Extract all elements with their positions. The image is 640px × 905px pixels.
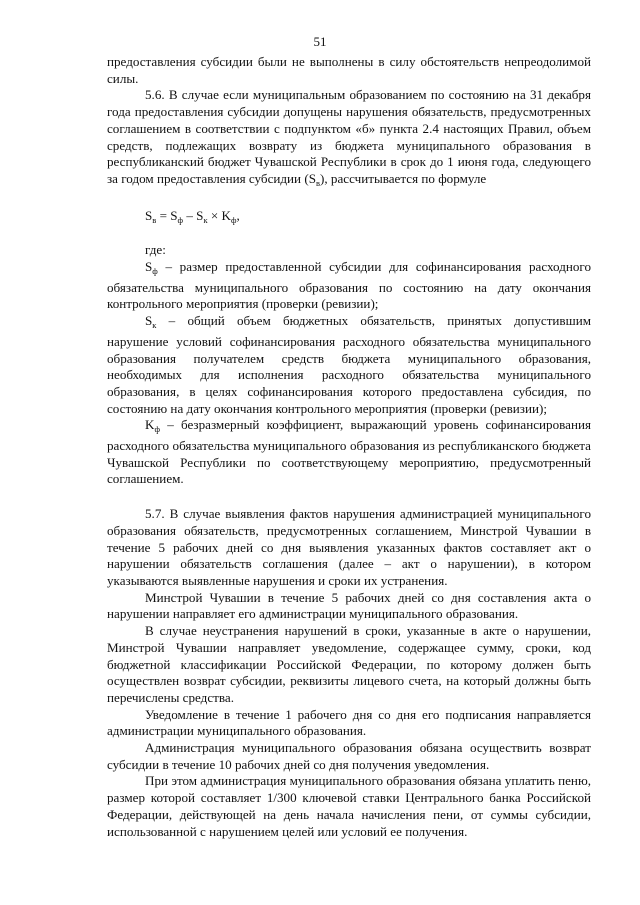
definition-symbol: S [145, 259, 153, 275]
formula-part: × K [207, 207, 231, 223]
paragraph-intro: предоставления субсидии были не выполнены в силу обстоятельств непреодолимой силы. [107, 54, 591, 86]
paragraph-act: Минстрой Чувашии в течение 5 рабочих дней со дня составления акта о нарушении направляет его администрации муниципального образования. [107, 589, 591, 622]
formula-sub: в [152, 214, 157, 225]
formula-part: S [145, 207, 153, 223]
formula-sub: к [203, 214, 208, 225]
formula [145, 208, 591, 229]
definition-text: – безразмерный коэффициент, выражающий уровень софинансирования расходного обязательства муниципального образования из республиканского бюджета Чувашской Республики по соответствующему мероприятию, предусмотренный соглашением. [107, 417, 591, 487]
formula-part: – S [183, 207, 204, 223]
paragraph-5-6-text: 5.6. В случае если муниципальным образованием по состоянию на 31 декабря года предоставления субсидии допущены нарушения обязательств, предусмотренных соглашением в соответствии с подпунктом «б» пункта 2.4 настоящих Правил, объем средств, подлежащих возврату из бюджета муниципального образования в республиканский бюджет Чувашской Республики в срок до 1 июня года, следующего за годом предоставления субсидии (S [107, 87, 591, 186]
formula-sub: ф [230, 214, 237, 225]
page-number: 51 [313, 34, 327, 49]
formula-part: = S [156, 207, 178, 223]
document-body [107, 54, 591, 840]
definition-subscript: ф [154, 424, 160, 435]
definition-subscript: к [152, 320, 157, 331]
paragraph-send: Уведомление в течение 1 рабочего дня со дня его подписания направляется администрации муниципального образования. [107, 706, 591, 739]
definition-symbol: S [145, 313, 153, 329]
definition-symbol: K [145, 417, 155, 433]
formula-sub: ф [177, 214, 184, 225]
spacer [107, 488, 591, 506]
definition-text: – размер предоставленной субсидии для софинансирования расходного обязательства муниципального образования по состоянию на дату окончания контрольного мероприятия (проверки (ревизии); [107, 259, 591, 312]
paragraph-5-6-tail: ), рассчитывается по формуле [320, 170, 487, 186]
paragraph-penalty: При этом администрация муниципального образования обязана уплатить пеню, размер которой составляет 1/300 ключевой ставки Центрального банка Российской Федерации, действующей на день начала начисления пени, от суммы субсидии, использованной с нарушением целей или условий ее получения. [107, 773, 591, 839]
paragraph-5-6 [107, 87, 591, 191]
subscript: в [315, 177, 320, 188]
definition-kf [107, 417, 591, 488]
paragraph-notice: В случае неустранения нарушений в сроки, указанные в акте о нарушении, Минстрой Чувашии направляет уведомление, содержащее сумму, сроки, код бюджетной классификации Российской Федерации, по которому должен быть осуществлен возврат субсидии, реквизиты лицевого счета, на который должны быть перечислены средства. [107, 623, 591, 705]
definition-subscript: ф [152, 266, 158, 277]
paragraph-5-7: 5.7. В случае выявления фактов нарушения администрацией муниципального образования обязательств, предусмотренных соглашением, Минстрой Чувашии в течение 5 рабочих дней со дня выявления указанных фактов составляет акт о нарушении обязательств соглашения (далее – акт о нарушении), в котором указываются выявленные нарушения и сроки их устранения. [107, 506, 591, 588]
definition-sk [107, 313, 591, 417]
formula-part: , [236, 207, 240, 223]
definition-text: – общий объем бюджетных обязательств, принятых допустившим нарушение условий софинансирования расходного обязательства муниципального образования получателем средств бюджета муниципального образования, необходимых для исполнения расходного обязательства муниципального образования, в целях софинансирования которого предоставлена субсидия, по состоянию на дату окончания контрольного мероприятия (проверки (ревизии); [107, 313, 591, 416]
paragraph-return: Администрация муниципального образования обязана осуществить возврат субсидии в течение 10 рабочих дней со дня получения уведомления. [107, 740, 591, 772]
where-label: где: [145, 242, 166, 258]
definition-sf [107, 259, 591, 313]
